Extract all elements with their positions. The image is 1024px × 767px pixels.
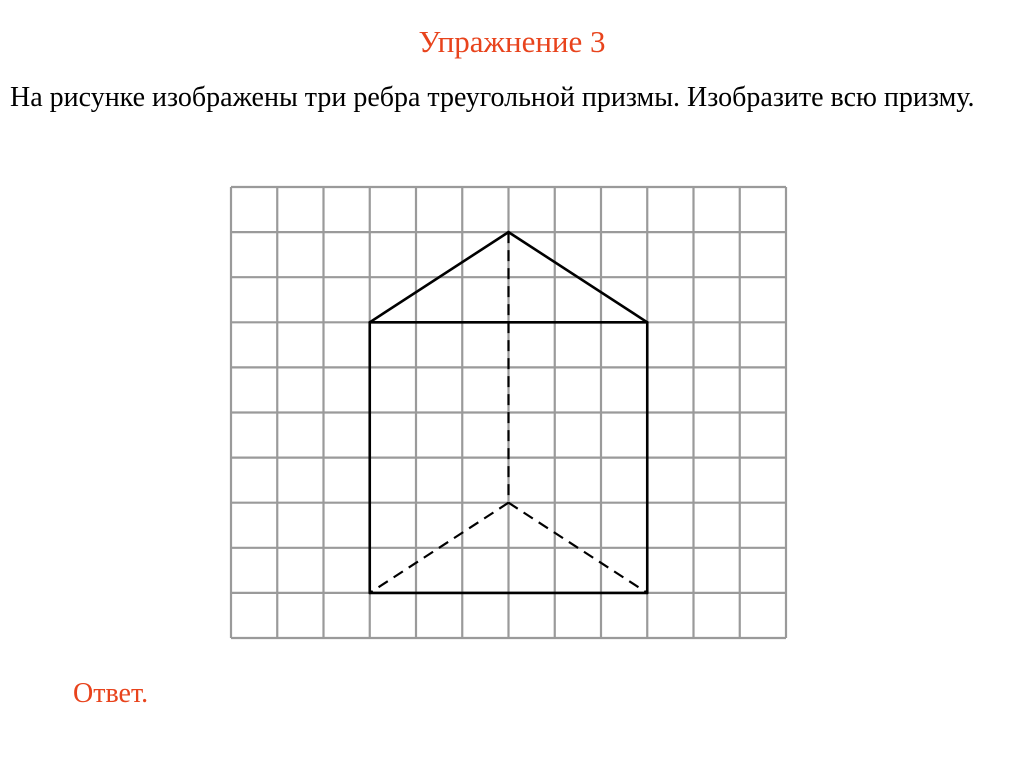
answer-label: Ответ. bbox=[73, 678, 149, 709]
slide-title: Упражнение 3 bbox=[418, 24, 606, 59]
task-text: На рисунке изображены три ребра треугольной призмы. Изобразите всю призму. bbox=[10, 82, 975, 113]
